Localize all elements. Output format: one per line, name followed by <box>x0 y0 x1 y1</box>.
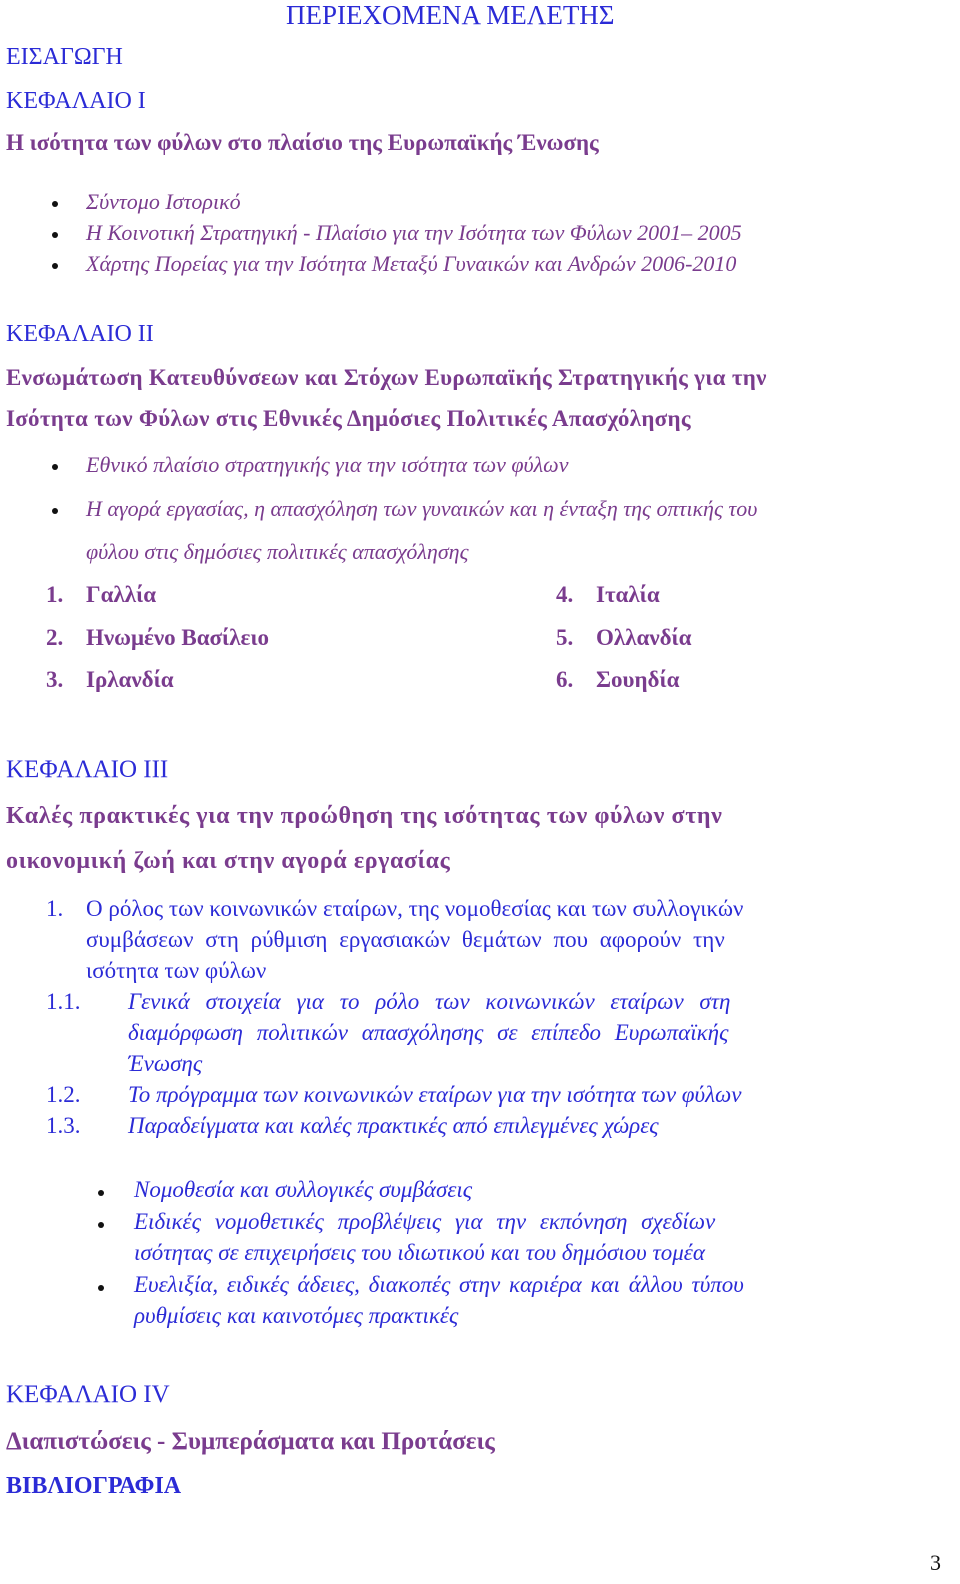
chapter2-label: ΚΕΦΑΛΑΙΟ ΙΙ <box>6 321 154 347</box>
page-title: ΠΕΡΙΕΧΟΜΕΝΑ ΜΕΛΕΤΗΣ <box>286 0 615 30</box>
chapter3-title-line1: Καλές πρακτικές για την προώθηση της ισότητας των φύλων στην <box>6 803 723 829</box>
country-number: 4. <box>556 582 574 607</box>
chapter2-title-line1: Ενσωμάτωση Κατευθύνσεων και Στόχων Ευρωπαϊκής Στρατηγικής για την <box>6 365 767 390</box>
practice-item: Νομοθεσία και συλλογικές συμβάσεις <box>134 1177 473 1202</box>
country-name: Ιρλανδία <box>86 667 174 692</box>
section-1-line1: Ο ρόλος των κοινωνικών εταίρων, της νομοθεσίας και των συλλογικών <box>86 896 744 921</box>
country-number: 6. <box>556 667 574 692</box>
section-1-1-line3: Ένωσης <box>128 1051 203 1076</box>
bullet-icon <box>52 464 58 470</box>
country-number: 2. <box>46 625 64 650</box>
section-1-1-line1: Γενικά στοιχεία για το ρόλο των κοινωνικών εταίρων στη <box>128 989 731 1014</box>
practice-item-line2: ρυθμίσεις και καινοτόμες πρακτικές <box>134 1303 459 1328</box>
bullet-icon <box>52 508 58 514</box>
bullet-icon <box>98 1285 104 1291</box>
section-1-line3: ισότητα των φύλων <box>86 958 267 983</box>
chapter1-label: ΚΕΦΑΛΑΙΟ Ι <box>6 88 146 114</box>
chapter2-item: Εθνικό πλαίσιο στρατηγικής για την ισότητα των φύλων <box>86 452 569 477</box>
chapter4-title: Διαπιστώσεις - Συμπεράσματα και Προτάσεις <box>6 1428 495 1455</box>
chapter1-item: Σύντομο Ιστορικό <box>86 189 241 214</box>
section-number: 1. <box>46 896 64 921</box>
section-number: 1.1. <box>46 989 81 1014</box>
section-1-2-text: Το πρόγραμμα των κοινωνικών εταίρων για την ισότητα των φύλων <box>128 1082 742 1107</box>
bullet-icon <box>52 232 58 238</box>
country-name: Ολλανδία <box>596 625 692 650</box>
intro-heading: ΕΙΣΑΓΩΓΗ <box>6 44 123 70</box>
chapter2-item-line1: Η αγορά εργασίας, η απασχόληση των γυναικών και η ένταξη της οπτικής του <box>86 496 758 521</box>
section-1-line2: συμβάσεων στη ρύθμιση εργασιακών θεμάτων που αφορούν την <box>86 927 725 952</box>
chapter4-label: ΚΕΦΑΛΑΙΟ IV <box>6 1381 170 1408</box>
section-1-3-text: Παραδείγματα και καλές πρακτικές από επιλεγμένες χώρες <box>128 1113 659 1138</box>
country-name: Γαλλία <box>86 582 157 607</box>
practice-item-line1: Ευελιξία, ειδικές άδειες, διακοπές στην καριέρα και άλλου τύπου <box>134 1272 744 1297</box>
chapter2-title-line2: Ισότητα των Φύλων στις Εθνικές Δημόσιες Πολιτικές Απασχόλησης <box>6 406 691 431</box>
bullet-icon <box>52 201 58 207</box>
chapter3-title-line2: οικονομική ζωή και στην αγορά εργασίας <box>6 848 451 874</box>
bullet-icon <box>98 1222 104 1228</box>
country-number: 1. <box>46 582 64 607</box>
country-name: Σουηδία <box>596 667 680 692</box>
country-number: 3. <box>46 667 64 692</box>
chapter2-item-line2: φύλου στις δημόσιες πολιτικές απασχόλησης <box>86 539 469 564</box>
chapter1-title: Η ισότητα των φύλων στο πλαίσιο της Ευρωπαϊκής Ένωσης <box>6 130 599 155</box>
bullet-icon <box>52 263 58 269</box>
section-number: 1.2. <box>46 1082 81 1107</box>
practice-item-line1: Ειδικές νομοθετικές προβλέψεις για την εκπόνηση σχεδίων <box>134 1209 716 1234</box>
page-number: 3 <box>930 1550 941 1575</box>
bibliography-heading: ΒΙΒΛΙΟΓΡΑΦΙΑ <box>6 1473 182 1499</box>
chapter3-label: ΚΕΦΑΛΑΙΟ ΙΙΙ <box>6 756 169 783</box>
chapter1-item: Η Κοινοτική Στρατηγική - Πλαίσιο για την Ισότητα των Φύλων 2001– 2005 <box>86 220 742 245</box>
bullet-icon <box>98 1190 104 1196</box>
country-name: Ιταλία <box>596 582 660 607</box>
country-name: Ηνωμένο Βασίλειο <box>86 625 269 650</box>
country-number: 5. <box>556 625 574 650</box>
practice-item-line2: ισότητας σε επιχειρήσεις του ιδιωτικού και του δημόσιου τομέα <box>134 1240 705 1265</box>
section-number: 1.3. <box>46 1113 81 1138</box>
section-1-1-line2: διαμόρφωση πολιτικών απασχόλησης σε επίπεδο Ευρωπαϊκής <box>128 1020 729 1045</box>
chapter1-item: Χάρτης Πορείας για την Ισότητα Μεταξύ Γυναικών και Ανδρών 2006-2010 <box>86 251 737 276</box>
